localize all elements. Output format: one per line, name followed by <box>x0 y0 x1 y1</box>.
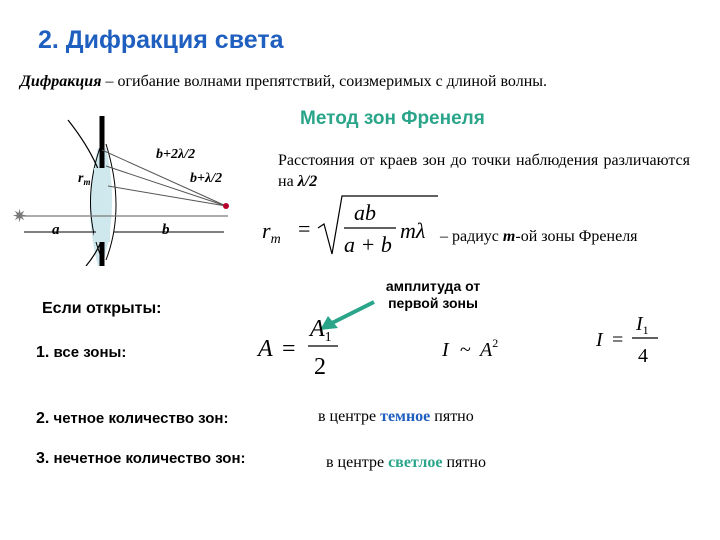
intensity-formula <box>588 310 678 374</box>
I-eq: = <box>612 329 624 351</box>
observation-point <box>223 203 229 209</box>
I-denominator: 4 <box>638 345 648 367</box>
amp-numerator: $A_1$ <box>310 316 332 345</box>
intensity-relation <box>436 326 526 366</box>
ray-b <box>108 186 226 206</box>
radius-note-prefix: – радиус <box>440 228 503 245</box>
distance-value: λ/2 <box>297 173 318 190</box>
I-numerator: $I_1$ <box>636 313 649 337</box>
radius-note-suffix: -ой зоны Френеля <box>515 228 638 245</box>
case-all-zones-number: 1. <box>36 344 50 361</box>
slide-title: 2. Дифракция света <box>38 26 284 54</box>
radius-note-m: m <box>502 228 516 245</box>
case-all-zones <box>36 344 126 362</box>
case-odd-zones-number: 3. <box>36 450 50 467</box>
amplitude-formula <box>252 312 342 388</box>
radius-note <box>440 228 638 246</box>
intro-paragraph <box>20 72 692 92</box>
int-rhs: $A^2$ <box>480 336 499 361</box>
amp-lhs: A <box>258 336 273 362</box>
formula-equals: = <box>298 216 311 241</box>
label-a: a <box>52 222 60 238</box>
fresnel-zone-diagram <box>6 116 256 266</box>
amp-denominator: 2 <box>314 354 326 380</box>
result-odd-suffix: пятно <box>442 454 486 471</box>
case-odd-zones <box>36 450 246 468</box>
result-even-suffix: пятно <box>430 408 474 425</box>
I-lhs: I <box>596 329 603 351</box>
formula-rm: $r_m$ <box>262 218 281 247</box>
case-all-zones-text: все зоны: <box>49 344 127 361</box>
result-even-word: темное <box>380 408 431 425</box>
result-odd <box>326 454 486 472</box>
amplitude-note: амплитуда от первой зоны <box>385 278 481 311</box>
formula-denominator: a + b <box>344 232 392 257</box>
result-even-prefix: в центре <box>318 408 381 425</box>
case-odd-zones-text: нечетное количество зон: <box>49 450 246 467</box>
int-rel: ~ <box>460 339 471 361</box>
case-even-zones-number: 2. <box>36 410 50 427</box>
case-even-zones <box>36 410 229 428</box>
formula-numerator: ab <box>354 200 376 225</box>
label-rm: $r_m$ <box>78 171 91 187</box>
radius-formula <box>256 192 440 264</box>
distance-text <box>278 150 690 192</box>
result-odd-word: светлое <box>388 454 443 471</box>
case-even-zones-text: четное количество зон: <box>49 410 229 427</box>
method-heading: Метод зон Френеля <box>300 108 485 129</box>
diffraction-definition: – огибание волнами препятствий, соизмеримых с длиной волны. <box>101 73 548 90</box>
screen-aperture <box>94 168 110 242</box>
term-diffraction: Дифракция <box>20 73 102 90</box>
distance-text-body: Расстояния от краев зон до точки наблюдения различаются на <box>278 152 690 190</box>
if-open-label: Если открыты: <box>42 300 162 317</box>
label-b-plus-2lambda: b+2λ/2 <box>156 147 196 162</box>
label-b-plus-lambda: b+λ/2 <box>190 171 223 186</box>
label-b: b <box>162 222 170 238</box>
amp-eq: = <box>282 336 296 362</box>
formula-factor: mλ <box>400 218 426 243</box>
result-odd-prefix: в центре <box>326 454 389 471</box>
result-even <box>318 408 474 426</box>
int-lhs: I <box>442 339 449 361</box>
source-star-icon: ✷ <box>12 206 28 226</box>
